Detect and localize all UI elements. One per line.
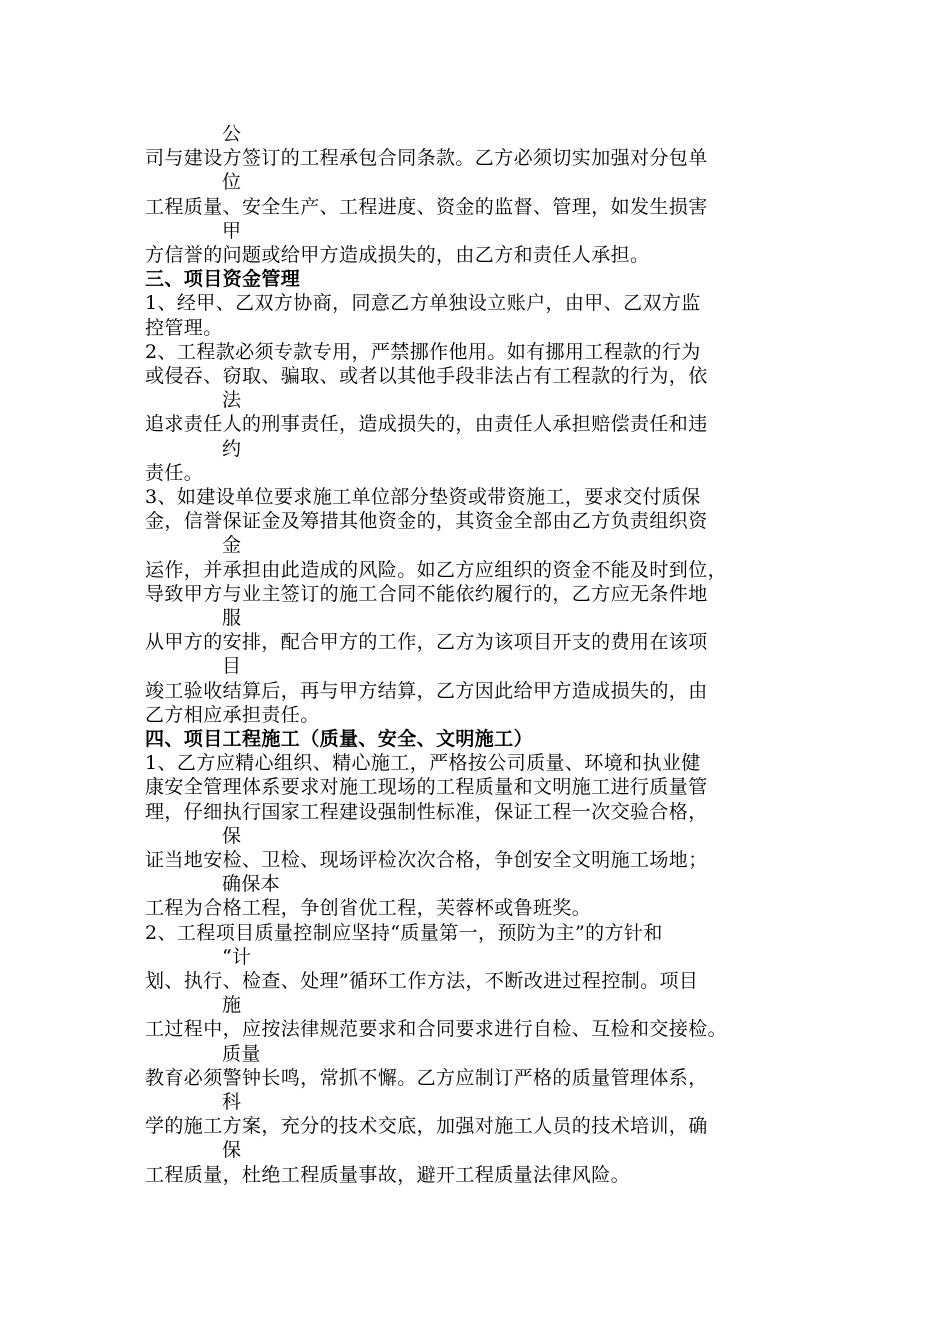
text-line: 或侵吞、窃取、骗取、或者以其他手段非法占有工程款的行为，依 — [145, 365, 708, 387]
text-line: 3、如建设单位要求施工单位部分垫资或带资施工，要求交付质保 — [145, 486, 701, 508]
text-line: 质量 — [222, 1042, 261, 1065]
text-line: 施 — [222, 994, 242, 1017]
text-line: 2、工程款必须专款专用，严禁挪作他用。如有挪用工程款的行为 — [145, 340, 701, 363]
section-heading: 三、项目资金管理 — [145, 268, 301, 291]
text-line: 方信誉的问题或给甲方造成损失的，由乙方和责任人承担。 — [145, 244, 650, 266]
text-line: 导致甲方与业主签订的施工合同不能依约履行的，乙方应无条件地 — [145, 582, 708, 605]
text-line: 金 — [222, 534, 242, 557]
text-line: 工过程中，应按法律规范要求和合同要求进行自检、互检和交接检。 — [145, 1018, 728, 1041]
text-line: 甲 — [222, 219, 242, 242]
text-line: 工程为合格工程，争创省优工程，芙蓉杯或鲁班奖。 — [145, 897, 592, 920]
text-line: 科 — [222, 1091, 242, 1113]
text-line: 服 — [222, 607, 242, 629]
text-line: 保 — [222, 1139, 242, 1162]
text-line: 位 — [222, 171, 242, 194]
text-line: 从甲方的安排，配合甲方的工作，乙方为该项目开支的费用在该项 — [145, 631, 708, 654]
text-line: 证当地安检、卫检、现场评检次次合格，争创安全文明施工场地； — [145, 849, 708, 871]
text-line: 1、乙方应精心组织、精心施工，严格按公司质量、环境和执业健 — [145, 752, 701, 775]
text-line: 工程质量、安全生产、工程进度、资金的监督、管理，如发生损害 — [145, 195, 708, 218]
text-line: 2、工程项目质量控制应坚持“质量第一，预防为主”的方针和 — [145, 921, 663, 944]
text-line: 竣工验收结算后，再与甲方结算，乙方因此给甲方造成损失的，由 — [145, 679, 708, 702]
text-line: 学的施工方案，充分的技术交底，加强对施工人员的技术培训，确 — [145, 1115, 708, 1138]
text-line: 保 — [222, 824, 242, 847]
text-line: 运作，并承担由此造成的风险。如乙方应组织的资金不能及时到位， — [145, 558, 728, 581]
text-line: 1、经甲、乙双方协商，同意乙方单独设立账户，由甲、乙双方监 — [145, 292, 701, 315]
text-line: 约 — [222, 437, 242, 460]
text-line: 公 — [222, 123, 242, 145]
text-line: 追求责任人的刑事责任，造成损失的，由责任人承担赔偿责任和违 — [145, 413, 708, 436]
text-line: 法 — [222, 389, 242, 412]
text-line: 责任。 — [145, 461, 204, 484]
text-line: 教育必须警钟长鸣，常抓不懈。乙方应制订严格的质量管理体系， — [145, 1066, 708, 1089]
section-heading: 四、项目工程施工（质量、安全、文明施工） — [145, 728, 534, 750]
text-line: 控管理。 — [145, 316, 223, 339]
text-line: 康安全管理体系要求对施工现场的工程质量和文明施工进行质量管 — [145, 776, 708, 799]
text-line: “计 — [222, 945, 252, 968]
text-line: 乙方相应承担责任。 — [145, 703, 320, 726]
text-line: 划、执行、检查、处理”循环工作方法，不断改进过程控制。项目 — [145, 970, 699, 992]
text-line: 确保本 — [222, 873, 281, 896]
text-line: 目 — [222, 655, 242, 678]
text-line: 金，信誉保证金及筹措其他资金的，其资金全部由乙方负责组织资 — [145, 510, 708, 533]
text-line: 工程质量，杜绝工程质量事故，避开工程质量法律风险。 — [145, 1163, 631, 1186]
text-line: 司与建设方签订的工程承包合同条款。乙方必须切实加强对分包单 — [145, 147, 708, 170]
text-line: 理，仔细执行国家工程建设强制性标准，保证工程一次交验合格， — [145, 800, 708, 823]
